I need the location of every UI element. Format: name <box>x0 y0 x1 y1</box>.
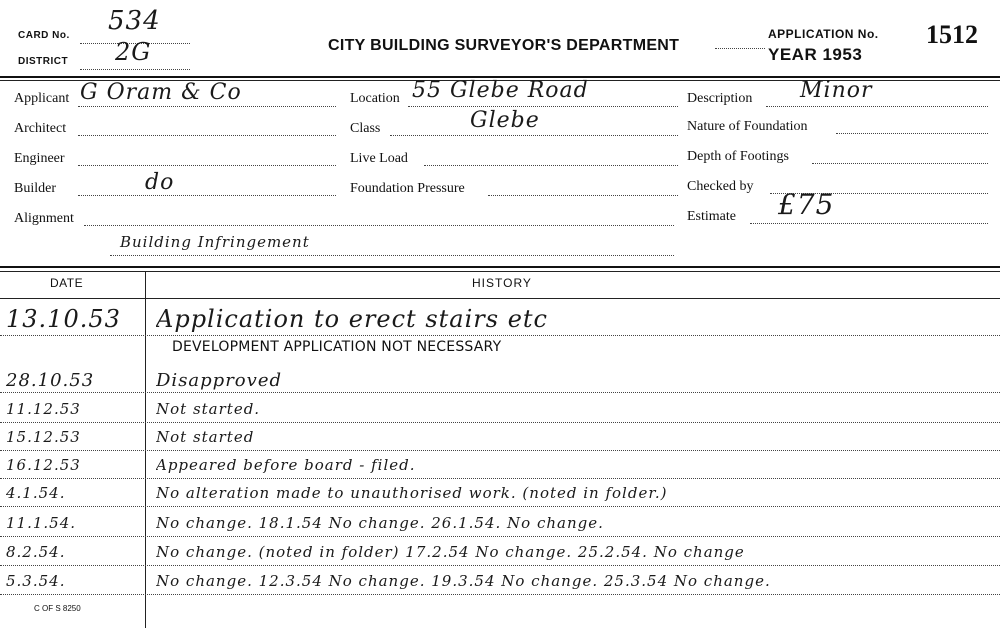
engineer-label: Engineer <box>14 151 65 166</box>
class-value: Glebe <box>470 108 540 133</box>
history-date: 11.12.53 <box>6 400 81 418</box>
live-load-label: Live Load <box>350 151 408 166</box>
description-line <box>766 106 988 107</box>
date-column-header: DATE <box>50 276 84 290</box>
alignment-label: Alignment <box>14 211 74 226</box>
description-value: Minor <box>800 78 873 103</box>
history-date: 28.10.53 <box>6 370 95 391</box>
history-row-line <box>0 565 1000 566</box>
history-entry-text: Appeared before board - filed. <box>156 456 416 474</box>
estimate-line <box>750 223 988 224</box>
history-date: 11.1.54. <box>6 514 77 532</box>
builder-value: do <box>145 170 175 195</box>
engineer-line <box>78 165 336 166</box>
history-date: 16.12.53 <box>6 456 81 474</box>
builder-line <box>78 195 336 196</box>
history-entry-text: No change. 18.1.54 No change. 26.1.54. No change. <box>156 514 604 532</box>
architect-label: Architect <box>14 121 67 136</box>
history-entry-text: No change. 12.3.54 No change. 19.3.54 No change. 25.3.54 No change. <box>156 572 771 590</box>
history-date: 15.12.53 <box>6 428 81 446</box>
architect-line <box>78 135 336 136</box>
depth-of-footings-line <box>812 163 988 164</box>
history-date: 13.10.53 <box>6 305 121 333</box>
history-date: 4.1.54. <box>6 484 66 502</box>
application-no-label: APPLICATION No. <box>768 27 879 41</box>
depth-of-footings-label: Depth of Footings <box>687 149 789 164</box>
history-row-line <box>0 506 1000 507</box>
history-row-line <box>0 536 1000 537</box>
district-line <box>80 69 190 70</box>
history-entry-text: No alteration made to unauthorised work. (noted in folder.) <box>156 484 668 502</box>
location-line <box>408 106 678 107</box>
history-row-line <box>0 594 1000 595</box>
history-header-rule <box>0 298 1000 299</box>
history-entry-text: Application to erect stairs etc <box>156 305 548 333</box>
applicant-value: G Oram & Co <box>80 80 242 105</box>
class-label: Class <box>350 121 381 136</box>
location-label: Location <box>350 91 400 106</box>
history-row-line <box>0 450 1000 451</box>
card-no-label: CARD No. <box>18 30 70 41</box>
note-line <box>110 255 674 256</box>
history-row-line <box>0 392 1000 393</box>
estimate-label: Estimate <box>687 209 736 224</box>
district-label: DISTRICT <box>18 56 69 67</box>
history-top-rule <box>0 266 1000 268</box>
history-row-line <box>0 478 1000 479</box>
district-value: 2G <box>115 38 152 66</box>
estimate-value: £75 <box>778 188 835 221</box>
note-building-infringement: Building Infringement <box>120 233 310 251</box>
alignment-line <box>84 225 674 226</box>
history-column-header: HISTORY <box>472 276 532 290</box>
foundation-pressure-label: Foundation Pressure <box>350 181 465 196</box>
history-row-line <box>0 335 1000 336</box>
checked-by-label: Checked by <box>687 179 754 194</box>
department-title: CITY BUILDING SURVEYOR'S DEPARTMENT <box>328 37 680 54</box>
applicant-label: Applicant <box>14 91 70 106</box>
history-entry-text: No change. (noted in folder) 17.2.54 No change. 25.2.54. No change <box>156 543 745 561</box>
foundation-pressure-line <box>488 195 678 196</box>
location-value: 55 Glebe Road <box>412 78 589 103</box>
nature-of-foundation-line <box>836 133 988 134</box>
dept-line <box>715 48 765 49</box>
live-load-line <box>424 165 678 166</box>
applicant-line <box>78 106 336 107</box>
year-label: YEAR 1953 <box>768 45 863 64</box>
history-date: 5.3.54. <box>6 572 66 590</box>
builder-label: Builder <box>14 181 56 196</box>
application-no-value: 1512 <box>926 20 978 49</box>
history-entry-text: Not started. <box>156 400 261 418</box>
history-entry-text: Disapproved <box>156 370 282 391</box>
history-entry-text: Not started <box>156 428 255 446</box>
development-stamp: DEVELOPMENT APPLICATION NOT NECESSARY <box>172 339 502 355</box>
nature-of-foundation-label: Nature of Foundation <box>687 119 808 134</box>
form-code: C OF S 8250 <box>34 604 81 613</box>
class-line <box>390 135 678 136</box>
history-date: 8.2.54. <box>6 543 66 561</box>
description-label: Description <box>687 91 753 106</box>
card-no-value: 534 <box>108 6 161 36</box>
history-top-rule-2 <box>0 271 1000 272</box>
history-row-line <box>0 422 1000 423</box>
